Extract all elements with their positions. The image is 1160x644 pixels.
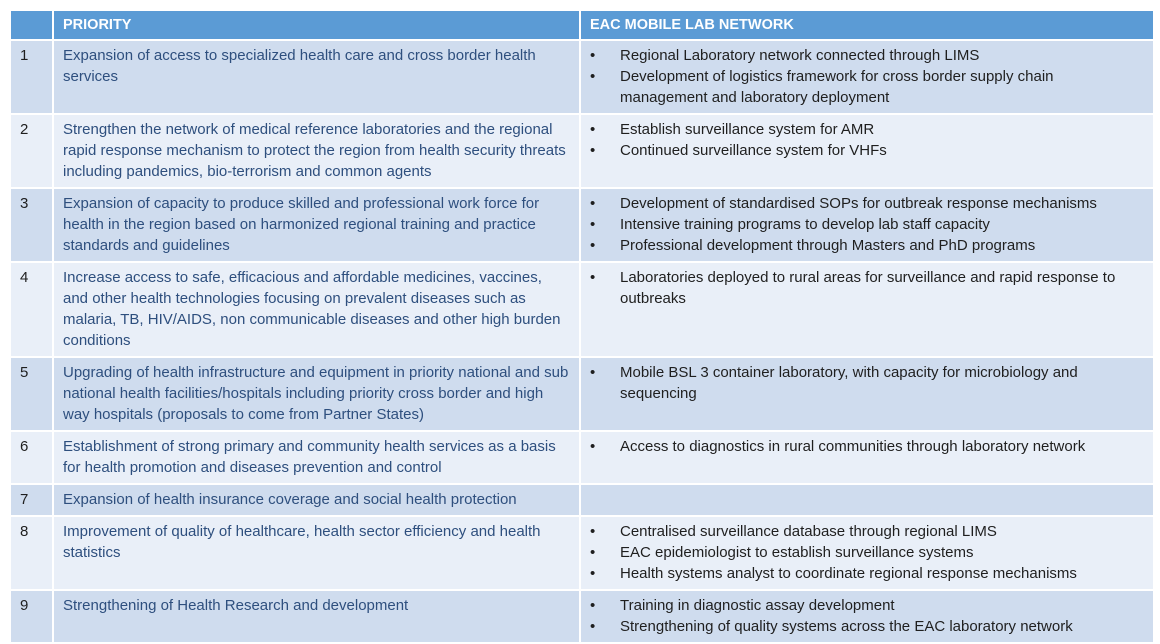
row-number: 1 [11,41,52,113]
priority-cell: Establishment of strong primary and community health services as a basis for health promotion and diseases prevention and control [54,432,579,483]
network-item: • EAC epidemiologist to establish surveillance systems [590,542,1144,563]
priority-cell: Expansion of capacity to produce skilled and professional work force for health in the region based on harmonized regional training and practice standards and guidelines [54,189,579,261]
row-number: 8 [11,517,52,589]
network-item-list [590,521,1144,584]
row-number: 3 [11,189,52,261]
network-cell [581,517,1153,589]
priority-cell: Increase access to safe, efficacious and affordable medicines, vaccines, and other health technologies focusing on prevalent diseases such as malaria, TB, HIV/AIDS, non communicable diseases and other high burden conditions [54,263,579,356]
priority-cell: Improvement of quality of healthcare, health sector efficiency and health statistics [54,517,579,589]
network-item-list [590,267,1144,309]
network-cell [581,263,1153,356]
network-item: • Continued surveillance system for VHFs [590,140,1144,161]
network-cell [581,41,1153,113]
network-item: • Laboratories deployed to rural areas for surveillance and rapid response to outbreaks [590,267,1144,309]
table-row [11,591,1153,642]
network-item-list [590,436,1144,457]
network-item: • Health systems analyst to coordinate regional response mechanisms [590,563,1144,584]
row-number: 4 [11,263,52,356]
network-cell [581,189,1153,261]
header-eac-mobile-lab-network: EAC MOBILE LAB NETWORK [581,11,1153,39]
network-item-list [590,119,1144,161]
network-item-list [590,45,1144,108]
network-item-list [590,595,1144,637]
header-row [11,11,1153,39]
table-row [11,358,1153,430]
row-number: 9 [11,591,52,642]
network-item: • Access to diagnostics in rural communities through laboratory network [590,436,1144,457]
priority-cell: Upgrading of health infrastructure and equipment in priority national and sub national health facilities/hospitals including priority cross border and high way hospitals (proposals to come from Partner States) [54,358,579,430]
network-item: • Establish surveillance system for AMR [590,119,1144,140]
network-cell [581,432,1153,483]
priority-cell: Expansion of health insurance coverage and social health protection [54,485,579,515]
table-row [11,263,1153,356]
header-number [11,11,52,39]
network-item: • Intensive training programs to develop lab staff capacity [590,214,1144,235]
network-item-list [590,193,1144,256]
network-item: • Regional Laboratory network connected through LIMS [590,45,1144,66]
table-body [11,41,1153,642]
network-item-list [590,362,1144,404]
header-priority: PRIORITY [54,11,579,39]
table-row [11,517,1153,589]
table-row [11,115,1153,187]
table-row [11,189,1153,261]
network-item: • Development of standardised SOPs for outbreak response mechanisms [590,193,1144,214]
priorities-table [9,9,1155,644]
network-item: • Development of logistics framework for cross border supply chain management and laboratory deployment [590,66,1144,108]
network-cell [581,591,1153,642]
table-row [11,41,1153,113]
row-number: 5 [11,358,52,430]
priority-cell: Strengthen the network of medical reference laboratories and the regional rapid response mechanism to protect the region from health security threats including pandemics, bio-terrorism and common agents [54,115,579,187]
row-number: 6 [11,432,52,483]
network-cell [581,358,1153,430]
network-item: • Strengthening of quality systems across the EAC laboratory network [590,616,1144,637]
row-number: 2 [11,115,52,187]
row-number: 7 [11,485,52,515]
network-item: • Professional development through Masters and PhD programs [590,235,1144,256]
priority-cell: Expansion of access to specialized health care and cross border health services [54,41,579,113]
table-row [11,432,1153,483]
network-cell [581,115,1153,187]
table-row [11,485,1153,515]
network-item: • Centralised surveillance database through regional LIMS [590,521,1144,542]
network-item: • Training in diagnostic assay development [590,595,1144,616]
network-item: • Mobile BSL 3 container laboratory, with capacity for microbiology and sequencing [590,362,1144,404]
priority-cell: Strengthening of Health Research and development [54,591,579,642]
network-cell [581,485,1153,515]
